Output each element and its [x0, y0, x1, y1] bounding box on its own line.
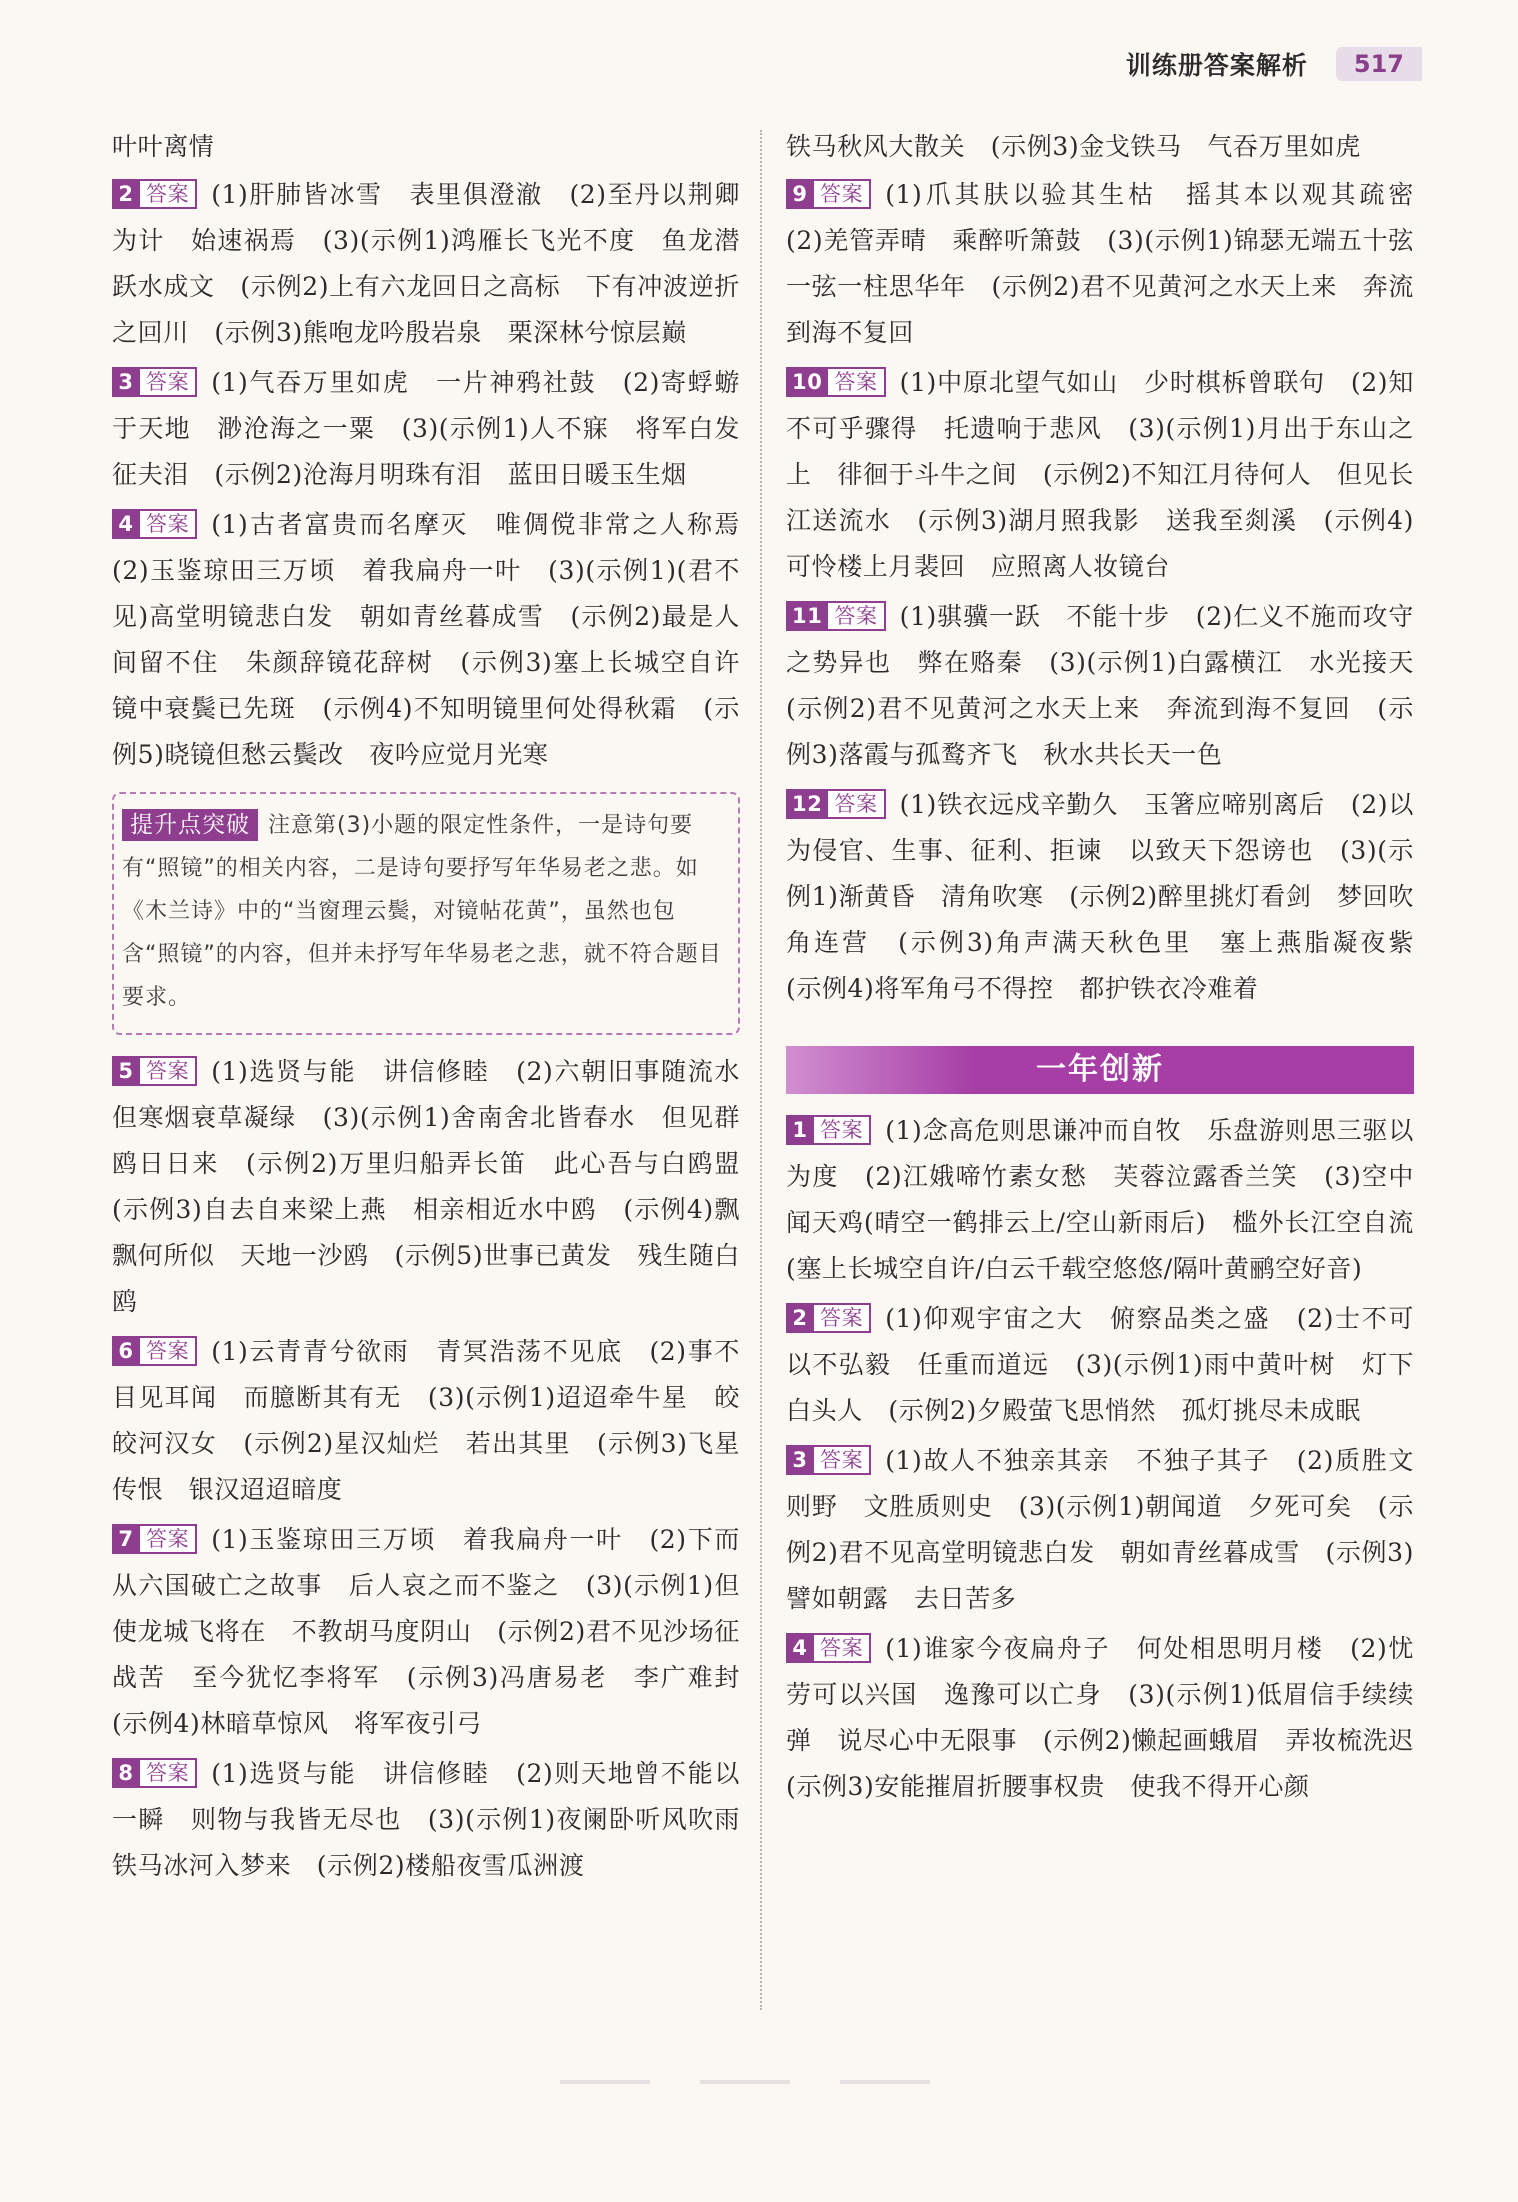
- answer-badge: [112, 367, 197, 397]
- answer-label: 答案: [140, 1524, 197, 1554]
- answer-label: 答案: [140, 179, 197, 209]
- answer-list-right-bottom: [786, 1108, 1440, 1810]
- question-number: 2: [112, 179, 140, 209]
- question-number: 12: [786, 789, 828, 819]
- answer-label: 答案: [140, 1056, 197, 1086]
- answer-badge: [786, 1115, 871, 1145]
- answer-entry: [786, 1626, 1440, 1810]
- answer-entry: [786, 1108, 1414, 1292]
- answer-text: (1)云青青兮欲雨 青冥浩荡不见底 (2)事不目见耳闻 而臆断其有无 (3)(示例1)迢迢牵牛星 皎皎河汉女 (示例2)星汉灿烂 若出其里 (示例3)飞星传恨 银汉迢迢暗度: [112, 1337, 740, 1504]
- answer-label: 答案: [828, 367, 885, 397]
- answer-label: 答案: [140, 509, 197, 539]
- answer-entry: [786, 1296, 1414, 1434]
- answer-list-right-top: [786, 172, 1440, 1012]
- header-title: 训练册答案解析: [1125, 51, 1308, 80]
- answer-entry: [786, 594, 1440, 778]
- question-number: 3: [786, 1445, 814, 1475]
- page-number: 517: [1336, 47, 1422, 81]
- question-number: 4: [112, 509, 140, 539]
- answer-text: (1)肝肺皆冰雪 表里俱澄澈 (2)至丹以荆卿为计 始速祸焉 (3)(示例1)鸿雁长飞光不度 鱼龙潜跃水成文 (示例2)上有六龙回日之高标 下有冲波逆折之回川 (示例3)熊咆龙吟殷岩泉 栗深林兮惊层巅: [112, 180, 740, 347]
- continuation-text: 叶叶离情: [112, 132, 215, 161]
- answer-badge: [786, 1445, 871, 1475]
- answer-text: (1)古者富贵而名摩灭 唯倜傥非常之人称焉 (2)玉鉴琼田三万顷 着我扁舟一叶 (3)(示例1)(君不见)高堂明镜悲白发 朝如青丝暮成雪 (示例2)最是人间留不住 朱颜辞镜花辞树 (示例3)塞上长城空自许 镜中衰鬓已先斑 (示例4)不知明镜里何处得秋霜 (示例5)晓镜但愁云鬓改 夜吟应觉月光寒: [112, 510, 766, 769]
- question-number: 5: [112, 1056, 140, 1086]
- answer-badge: [112, 1056, 197, 1086]
- answer-badge: [786, 789, 886, 819]
- answer-text: (1)骐骥一跃 不能十步 (2)仁义不施而攻守之势异也 弊在赂秦 (3)(示例1)白露横江 水光接天 (示例2)君不见黄河之水天上来 奔流到海不复回 (示例3)落霞与孤鹜齐飞 秋水共长天一色: [786, 602, 1440, 769]
- question-number: 6: [112, 1336, 140, 1366]
- answer-entry: [112, 1049, 766, 1325]
- answer-label: 答案: [140, 1336, 197, 1366]
- answer-text: (1)念高危则思谦冲而自牧 乐盘游则思三驱以为度 (2)江娥啼竹素女愁 芙蓉泣露香兰笑 (3)空中闻天鸡(晴空一鹤排云上/空山新雨后) 槛外长江空自流(塞上长城空自许/白云千载空悠悠/隔叶黄鹂空好音): [786, 1116, 1414, 1283]
- answer-label: 答案: [828, 601, 885, 631]
- tip-box: [112, 792, 740, 1035]
- answer-list-left-top: [112, 172, 766, 778]
- answer-entry: [786, 782, 1440, 1012]
- answer-list-left-bottom: [112, 1049, 766, 1889]
- question-number: 9: [786, 179, 814, 209]
- question-number: 11: [786, 601, 828, 631]
- answer-entry: [112, 360, 740, 498]
- continuation-text: 铁马秋风大散关 (示例3)金戈铁马 气吞万里如虎: [786, 132, 1361, 161]
- answer-badge: [786, 1303, 871, 1333]
- question-number: 1: [786, 1115, 814, 1145]
- answer-label: 答案: [828, 789, 885, 819]
- answer-label: 答案: [814, 1115, 871, 1145]
- answer-text: (1)谁家今夜扁舟子 何处相思明月楼 (2)忧劳可以兴国 逸豫可以亡身 (3)(示例1)低眉信手续续弹 说尽心中无限事 (示例2)懒起画蛾眉 弄妆梳洗迟 (示例3)安能摧眉折腰事权贵 使我不得开心颜: [786, 1634, 1440, 1801]
- answer-entry: [786, 1438, 1414, 1622]
- answer-entry: [112, 502, 766, 778]
- section-banner: 一年创新: [786, 1046, 1414, 1094]
- answer-badge: [786, 601, 886, 631]
- answer-badge: [112, 179, 197, 209]
- answer-label: 答案: [814, 179, 871, 209]
- answer-label: 答案: [814, 1633, 871, 1663]
- answer-text: (1)玉鉴琼田三万顷 着我扁舟一叶 (2)下而从六国破亡之故事 后人哀之而不鉴之 (3)(示例1)但使龙城飞将在 不教胡马度阴山 (示例2)君不见沙场征战苦 至今犹忆李将军 (示例3)冯唐易老 李广难封 (示例4)林暗草惊风 将军夜引弓: [112, 1525, 766, 1738]
- footer-mark: [560, 2080, 650, 2084]
- answer-text: (1)铁衣远戍辛勤久 玉箸应啼别离后 (2)以为侵官、生事、征利、拒谏 以致天下怨谤也 (3)(示例1)渐黄昏 清角吹寒 (示例2)醉里挑灯看剑 梦回吹角连营 (示例3)角声满天秋色里 塞上燕脂凝夜紫 (示例4)将军角弓不得控 都护铁衣冷难着: [786, 790, 1440, 1003]
- answer-label: 答案: [814, 1303, 871, 1333]
- answer-badge: [112, 1524, 197, 1554]
- answer-text: (1)仰观宇宙之大 俯察品类之盛 (2)士不可以不弘毅 任重而道远 (3)(示例1)雨中黄叶树 灯下白头人 (示例2)夕殿萤飞思悄然 孤灯挑尽未成眠: [786, 1304, 1414, 1425]
- question-number: 3: [112, 367, 140, 397]
- answer-entry: [786, 172, 1440, 356]
- answer-text: (1)选贤与能 讲信修睦 (2)六朝旧事随流水 但寒烟衰草凝绿 (3)(示例1)舍南舍北皆春水 但见群鸥日日来 (示例2)万里归船弄长笛 此心吾与白鸥盟 (示例3)自去自来梁上燕 相亲相近水中鸥 (示例4)飘飘何所似 天地一沙鸥 (示例5)世事已黄发 残生随白鸥: [112, 1057, 766, 1316]
- answer-badge: [786, 179, 871, 209]
- tip-tag: 提升点突破: [122, 809, 258, 841]
- answer-entry: [112, 1517, 766, 1747]
- answer-entry: [112, 172, 740, 356]
- tip-text: 注意第(3)小题的限定性条件，一是诗句要有“照镜”的相关内容，二是诗句要抒写年华易老之悲。如《木兰诗》中的“当窗理云鬓，对镜帖花黄”，虽然也包含“照镜”的内容，但并未抒写年华易老之悲，就不符合题目要求。: [122, 813, 722, 1010]
- answer-text: (1)故人不独亲其亲 不独子其子 (2)质胜文则野 文胜质则史 (3)(示例1)朝闻道 夕死可矣 (示例2)君不见高堂明镜悲白发 朝如青丝暮成雪 (示例3)譬如朝露 去日苦多: [786, 1446, 1414, 1613]
- answer-badge: [112, 1758, 197, 1788]
- answer-text: (1)气吞万里如虎 一片神鸦社鼓 (2)寄蜉蝣于天地 渺沧海之一粟 (3)(示例1)人不寐 将军白发征夫泪 (示例2)沧海月明珠有泪 蓝田日暖玉生烟: [112, 368, 740, 489]
- answer-entry: [786, 360, 1414, 590]
- page-header: [1126, 44, 1422, 84]
- answer-badge: [112, 509, 197, 539]
- answer-entry: [112, 1751, 766, 1889]
- question-number: 10: [786, 367, 828, 397]
- page-footer-marks: [560, 2080, 960, 2090]
- footer-mark: [700, 2080, 790, 2084]
- answer-text: (1)选贤与能 讲信修睦 (2)则天地曾不能以一瞬 则物与我皆无尽也 (3)(示例1)夜阑卧听风吹雨 铁马冰河入梦来 (示例2)楼船夜雪瓜洲渡: [112, 1759, 766, 1880]
- question-number: 7: [112, 1524, 140, 1554]
- answer-badge: [786, 367, 886, 397]
- answer-text: (1)爪其肤以验其生枯 摇其本以观其疏密 (2)羌管弄晴 乘醉听箫鼓 (3)(示例1)锦瑟无端五十弦 一弦一柱思华年 (示例2)君不见黄河之水天上来 奔流到海不复回: [786, 180, 1440, 347]
- answer-label: 答案: [814, 1445, 871, 1475]
- question-number: 8: [112, 1758, 140, 1788]
- answer-badge: [786, 1633, 871, 1663]
- answer-entry: [112, 1329, 740, 1513]
- left-column: [112, 124, 766, 1893]
- answer-label: 答案: [140, 367, 197, 397]
- footer-mark: [840, 2080, 930, 2084]
- answer-badge: [112, 1336, 197, 1366]
- question-number: 2: [786, 1303, 814, 1333]
- answer-text: (1)中原北望气如山 少时棋柝曾联句 (2)知不可乎骤得 托遗响于悲风 (3)(示例1)月出于东山之上 徘徊于斗牛之间 (示例2)不知江月待何人 但见长江送流水 (示例3)湖月照我影 送我至剡溪 (示例4)可怜楼上月裴回 应照离人妆镜台: [786, 368, 1414, 581]
- answer-label: 答案: [140, 1758, 197, 1788]
- question-number: 4: [786, 1633, 814, 1663]
- right-column: [786, 124, 1440, 1814]
